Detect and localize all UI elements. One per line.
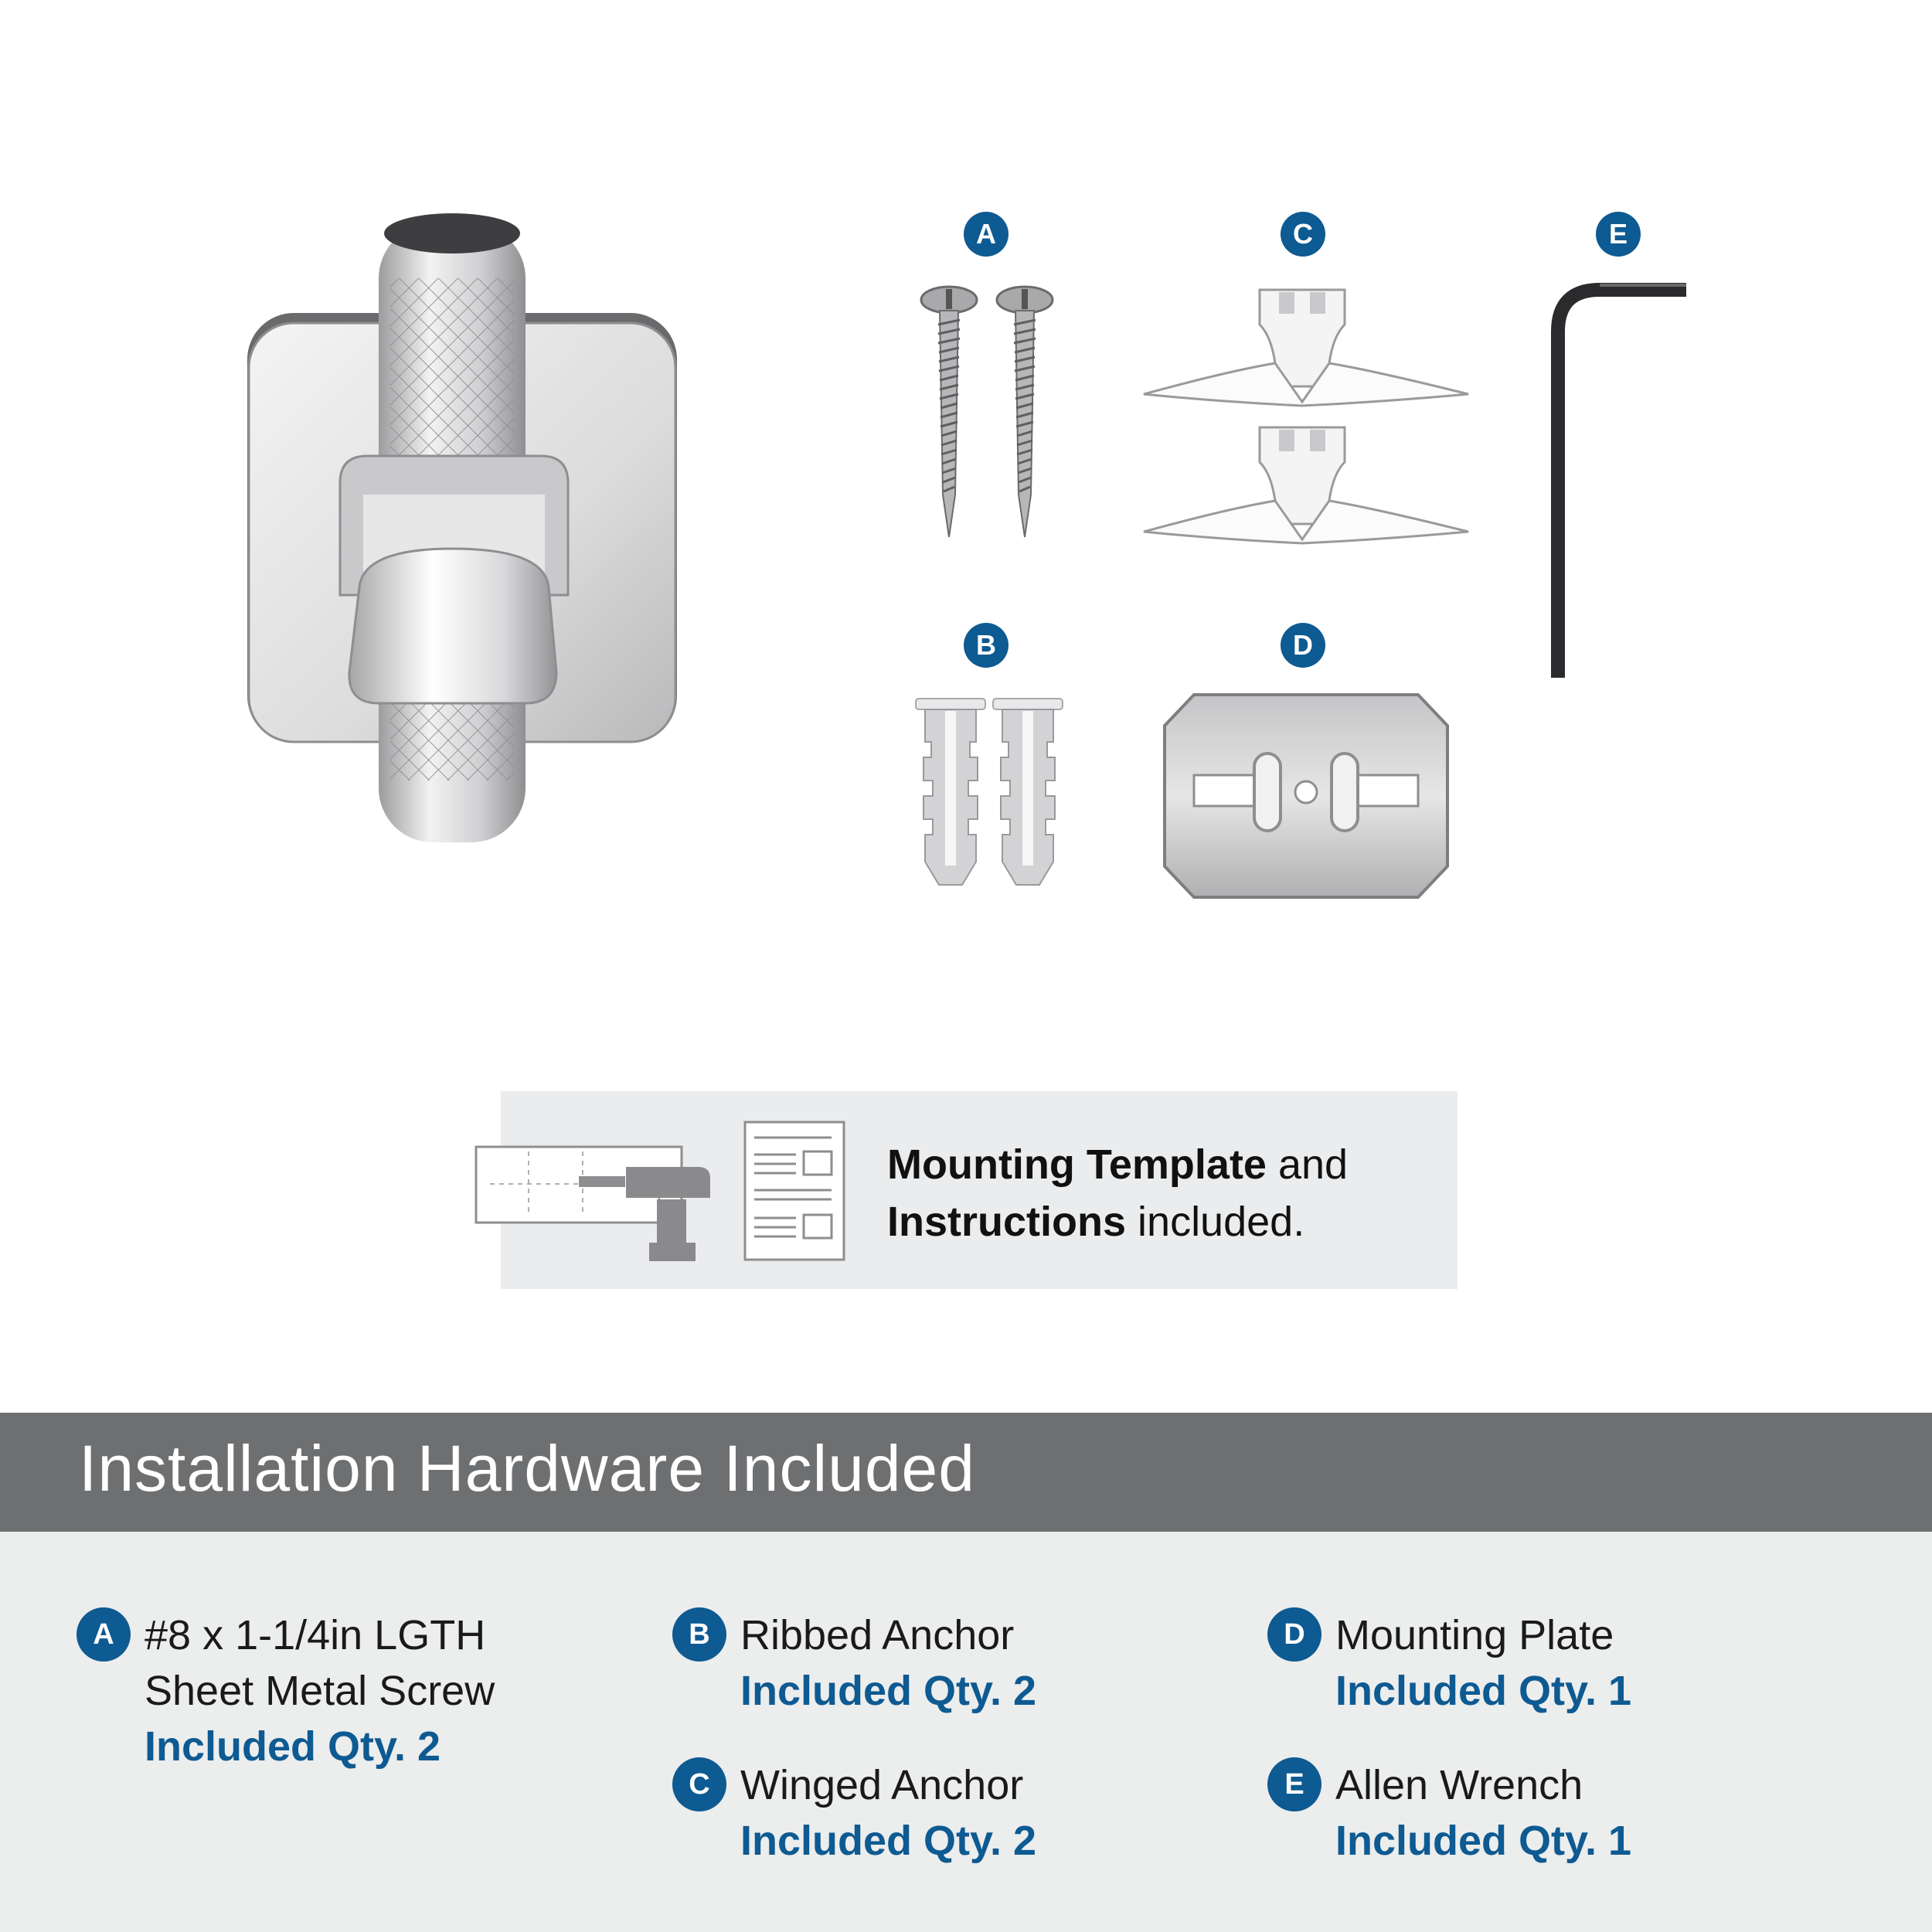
- item-b-badge: B: [672, 1607, 726, 1662]
- part-c-badge: C: [1281, 212, 1325, 257]
- template-notice-text-1: and: [1266, 1141, 1349, 1188]
- section-title: Installation Hardware Included: [79, 1432, 975, 1505]
- item-b-qty: Included Qty. 2: [740, 1668, 1037, 1714]
- item-e-qty: Included Qty. 1: [1335, 1818, 1632, 1864]
- item-d-badge: D: [1267, 1607, 1321, 1662]
- item-c-line1: Winged Anchor: [740, 1762, 1024, 1808]
- item-a-badge: A: [77, 1607, 131, 1662]
- instructions-document-icon: [743, 1121, 845, 1261]
- item-c-badge: C: [672, 1757, 726, 1811]
- item-a-line2: Sheet Metal Screw: [145, 1668, 495, 1714]
- item-e-badge: E: [1267, 1757, 1321, 1811]
- hook-product-image: [232, 209, 696, 873]
- ribbed-anchors-image: [908, 696, 1070, 889]
- item-c-qty: Included Qty. 2: [740, 1818, 1037, 1864]
- item-a-line1: #8 x 1-1/4in LGTH: [145, 1612, 486, 1658]
- mounting-plate-image: [1163, 692, 1449, 900]
- part-d-badge: D: [1281, 623, 1325, 668]
- item-a-qty: Included Qty. 2: [145, 1723, 441, 1770]
- part-a-badge: A: [964, 212, 1009, 257]
- template-notice-bold-2: Instructions: [887, 1199, 1127, 1245]
- part-e-badge: E: [1596, 212, 1641, 257]
- part-b-badge: B: [964, 623, 1009, 668]
- item-d-qty: Included Qty. 1: [1335, 1668, 1632, 1714]
- item-e-line1: Allen Wrench: [1335, 1762, 1583, 1808]
- allen-wrench-image: [1546, 282, 1692, 684]
- item-d-line1: Mounting Plate: [1335, 1612, 1614, 1658]
- template-notice-text: [887, 1136, 1444, 1250]
- sheet-metal-screws-image: [912, 286, 1066, 541]
- drill-template-icon: [474, 1144, 714, 1261]
- item-b-line1: Ribbed Anchor: [740, 1612, 1015, 1658]
- winged-anchors-image: [1136, 286, 1476, 541]
- template-notice-bold-1: Mounting Template: [887, 1141, 1267, 1188]
- template-notice-text-2: included.: [1126, 1199, 1305, 1245]
